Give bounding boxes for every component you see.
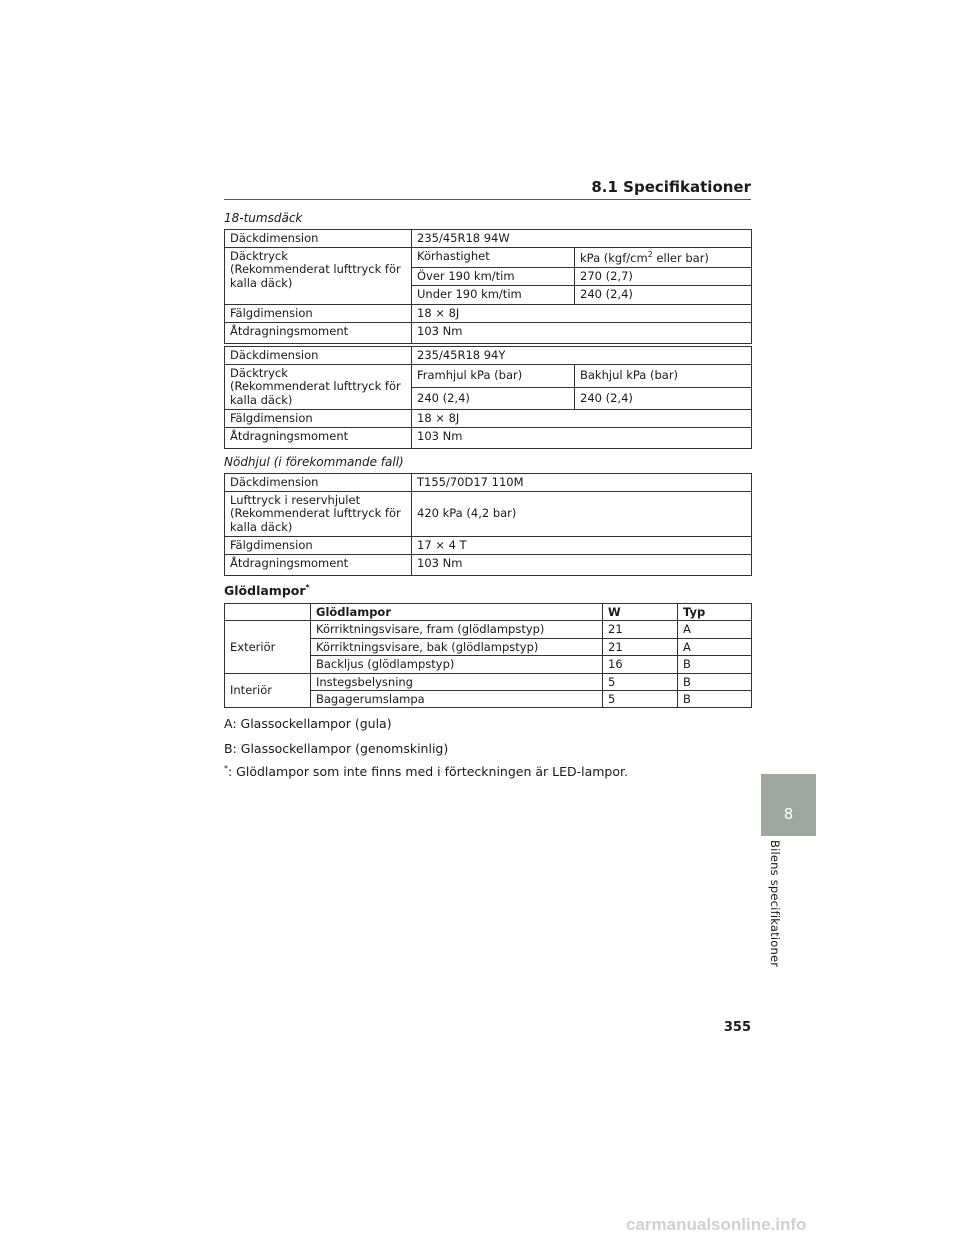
rim-value: 18 × 8J: [412, 409, 752, 427]
spare-pressure-label: Lufttryck i reservhjulet (Rekommenderat lufttryck för kalla däck): [225, 492, 412, 537]
tire-size-value: 235/45R18 94W: [412, 230, 752, 248]
bulb-type: A: [678, 621, 752, 638]
footnote: *: Glödlampor som inte finns med i förteckningen är LED-lampor.: [224, 764, 628, 780]
section-heading: 8.1 Specifikationer: [591, 178, 751, 196]
torque-label: Åtdragningsmoment: [225, 428, 412, 449]
chapter-label: Bilens specifikationer: [768, 840, 782, 968]
kpa-header: kPa ($kgf/cm^2$ eller bar): [575, 248, 752, 268]
tire-table-94w: [224, 229, 752, 344]
bulb-type: B: [678, 656, 752, 673]
empty-header-cell: [225, 604, 311, 621]
speed-header: Körhastighet: [412, 248, 575, 268]
tire-pressure-label: Däcktryck (Rekommenderat lufttryck för kalla däck): [225, 248, 412, 304]
torque-value: 103 Nm: [412, 322, 752, 343]
tire-size-value: T155/70D17 110M: [412, 474, 752, 492]
table-row: [225, 230, 752, 248]
tire-size-label: Däckdimension: [225, 474, 412, 492]
torque-value: 103 Nm: [412, 428, 752, 449]
speed-cell: Under 190 km/tim: [412, 286, 575, 304]
table-row: [225, 536, 752, 554]
rim-label: Fälgdimension: [225, 536, 412, 554]
rear-header: Bakhjul kPa (bar): [575, 365, 752, 387]
table-row: [225, 304, 752, 322]
note-type-b: B: Glassockellampor (genomskinlig): [224, 741, 449, 756]
tire-size-label: Däckdimension: [225, 347, 412, 365]
rim-value: 18 × 8J: [412, 304, 752, 322]
chapter-tab[interactable]: [761, 774, 816, 836]
bulb-header: Glödlampor: [311, 604, 603, 621]
footnote-marker: *: [224, 764, 228, 773]
table-row: [225, 492, 752, 537]
tire-size-label: Däckdimension: [225, 230, 412, 248]
exterior-group-label: Exteriör: [225, 621, 311, 673]
bulbs-table: [224, 603, 752, 708]
tires18-caption: 18-tumsdäck: [224, 211, 303, 225]
front-header: Framhjul kPa (bar): [412, 365, 575, 387]
bulb-type: A: [678, 638, 752, 655]
rim-value: 17 × 4 T: [412, 536, 752, 554]
tire-pressure-label: Däcktryck (Rekommenderat lufttryck för kalla däck): [225, 365, 412, 410]
front-value: 240 (2,4): [412, 387, 575, 409]
table-row: [225, 474, 752, 492]
bulb-watt: 21: [603, 638, 678, 655]
table-row: [225, 409, 752, 427]
table-row: [225, 347, 752, 365]
note-type-a: A: Glassockellampor (gula): [224, 716, 392, 731]
rim-label: Fälgdimension: [225, 409, 412, 427]
page-header: [224, 176, 751, 200]
bulb-watt: 16: [603, 656, 678, 673]
torque-label: Åtdragningsmoment: [225, 555, 412, 576]
tire-size-value: 235/45R18 94Y: [412, 347, 752, 365]
table-row: [225, 365, 752, 387]
bulb-name: Körriktningsvisare, bak (glödlampstyp): [311, 638, 603, 655]
watt-header: W: [603, 604, 678, 621]
bulb-watt: 5: [603, 690, 678, 707]
spare-caption: Nödhjul (i förekommande fall): [224, 455, 404, 469]
table-row: [225, 322, 752, 343]
torque-label: Åtdragningsmoment: [225, 322, 412, 343]
rear-value: 240 (2,4): [575, 387, 752, 409]
table-row: [225, 428, 752, 449]
interior-group-label: Interiör: [225, 673, 311, 708]
bulb-name: Körriktningsvisare, fram (glödlampstyp): [311, 621, 603, 638]
table-row: [225, 673, 752, 690]
pressure-cell: 270 (2,7): [575, 268, 752, 286]
torque-value: 103 Nm: [412, 555, 752, 576]
pressure-cell: 240 (2,4): [575, 286, 752, 304]
table-row: [225, 621, 752, 638]
bulb-watt: 5: [603, 673, 678, 690]
rim-label: Fälgdimension: [225, 304, 412, 322]
spare-tire-table: [224, 473, 752, 576]
type-header: Typ: [678, 604, 752, 621]
watermark: carmanualsonline.info: [626, 1215, 807, 1234]
spare-pressure-value: 420 kPa (4,2 bar): [412, 492, 752, 537]
bulb-name: Instegsbelysning: [311, 673, 603, 690]
chapter-number: 8: [783, 805, 794, 823]
page-number: 355: [723, 1020, 751, 1035]
footnote-marker: *: [305, 583, 310, 592]
bulb-watt: 21: [603, 621, 678, 638]
tire-table-94y: [224, 346, 752, 449]
bulb-type: B: [678, 690, 752, 707]
bulb-type: B: [678, 673, 752, 690]
bulbs-title: Glödlampor*: [224, 583, 310, 599]
speed-cell: Över 190 km/tim: [412, 268, 575, 286]
bulb-name: Bagagerumslampa: [311, 690, 603, 707]
bulb-name: Backljus (glödlampstyp): [311, 656, 603, 673]
table-header-row: [225, 604, 752, 621]
table-row: [225, 555, 752, 576]
table-row: [225, 248, 752, 268]
